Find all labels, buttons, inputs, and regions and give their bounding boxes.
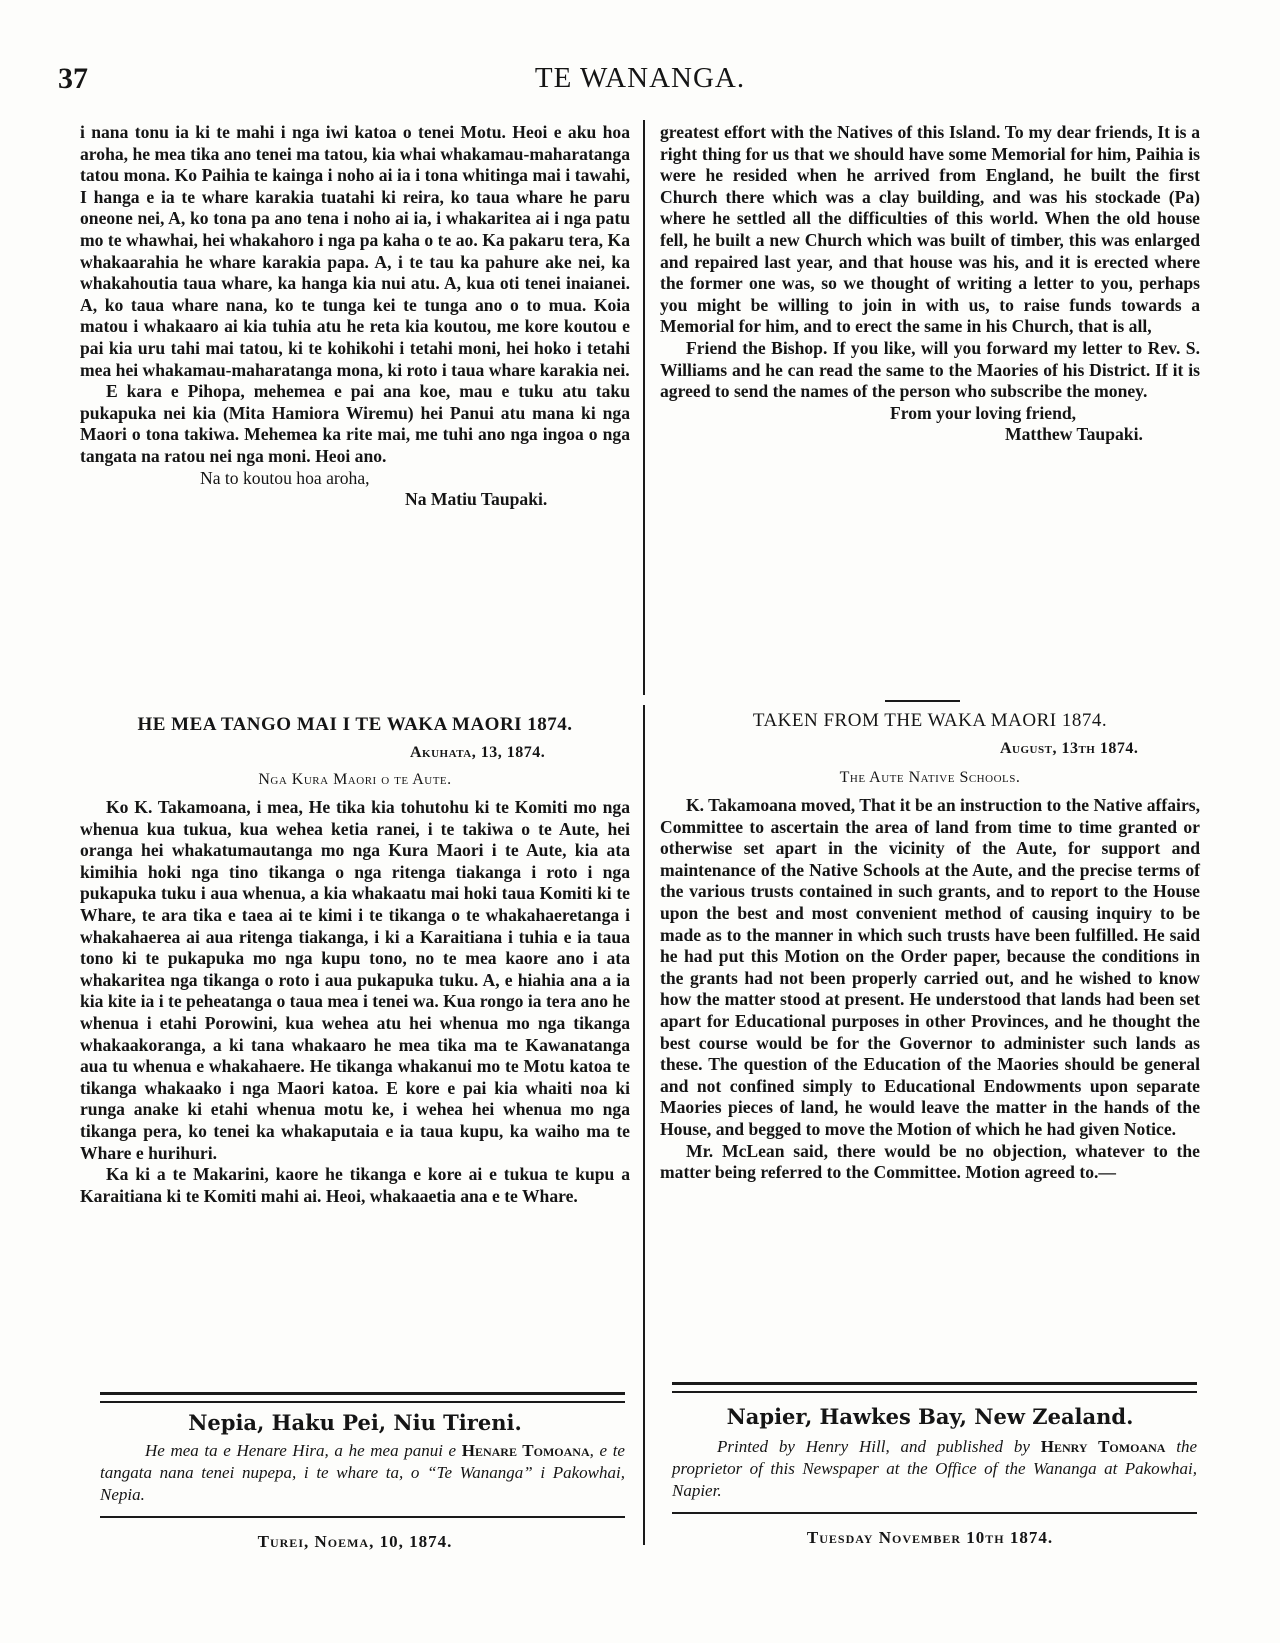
letter-closing: Na to koutou hoa aroha, bbox=[200, 467, 370, 488]
english-letter bbox=[660, 122, 1200, 446]
issue-date: Tuesday November 10th 1874. bbox=[806, 1528, 1054, 1547]
letter-signature: Matthew Taupaki. bbox=[1005, 424, 1143, 445]
footer-rule bbox=[100, 1401, 625, 1403]
letter-signature: Na Matiu Taupaki. bbox=[405, 489, 548, 510]
newspaper-title: TE WANANGA. bbox=[534, 62, 746, 94]
maori-letter bbox=[80, 122, 630, 511]
page-number: 37 bbox=[58, 62, 88, 95]
article-paragraph: Ko K. Takamoana, i mea, He tika kia tohutohu ki te Komiti mo nga whenua kua tukua, kua wehea ketia ranei, i te takiwa o te Aute, hei oranga hei whakatumautanga mo nga Kura Maori i te Aute, kia ata kimihia hoki nga tino tikanga o nga ritenga tiakanga i roto i nga pukapuka tuku i aua whenua, a kia whakaatu mai hoki taua Komiti ki te Whare, te ara tika e taea ai te kimi i te tikanga o te whakahaeretanga i whakahaerea ai aua ritenga tiakanga, i ki a Karaitiana i tuhia e ia taua tono ki te pukapuka mo nga kupu tono, no te mea kaore ano i ata whakaritea nga tikanga o roto i aua pukapuka tuku. A, e hiahia ana a ia kia kite ia i te peheatanga o taua mea i tenei wa. Kua rongo ia tera ano he whenua i etahi Porowini, kua wehea atu hei whenua mo nga tikanga whakaakoranga, a ki tana whakaaro he mea tika ma te Kawanatanga aua tu whenua e whakahaere. He tikanga whakanui mo te Motu katoa te tikanga whakaako i nga Maori katoa. E kore e pai kia whaiti noa ki runga anake ki etahi whenua motu ke, i wehea hei whenua mo nga tikanga pera, ko tenei ka whakaputaia e ia taua kupu, ka waiho ma te Whare e hurihuri. bbox=[80, 797, 630, 1163]
imprint-text bbox=[100, 1440, 625, 1506]
maori-section-date: Akuhata, 13, 1874. bbox=[410, 744, 546, 761]
letter-paragraph: E kara e Pihopa, mehemea e pai ana koe, mau e tuku atu taku pukapuka nei kia (Mita Hamiora Wiremu) hei Panui atu mana ki nga Maori o tona takiwa. Mehemea ka rite mai, me tuhi ano nga ingoa o nga tangata na ratou nei nga moni. Heoi ano. bbox=[80, 381, 630, 466]
footer-rule bbox=[672, 1382, 1197, 1385]
maori-section-subheading: Nga Kura Maori o te Aute. bbox=[258, 771, 452, 788]
maori-section-body bbox=[80, 797, 630, 1207]
letter-paragraph: greatest effort with the Natives of this Island. To my dear friends, It is a right thing for us that we should have some Memorial for him, Paihia is were he resided when he arrived from England, he built the first Church there which was a clay building, and was his stockade (Pa) where he settled all the difficulties of this world. When the old house fell, he built a new Church which was built of timber, this was enlarged and repaired last year, and that house was his, and it is erected where the former one was, so we thought of writing a letter to you, perhaps you might be willing to join in with us, to raise funds towards a Memorial for him, and to erect the same in his Church, that is all, bbox=[660, 122, 1200, 337]
article-paragraph: K. Takamoana moved, That it be an instruction to the Native affairs, Committee to ascertain the area of land from time to time granted or otherwise set apart in the vicinity of the Aute, for support and maintenance of the Native Schools at the Aute, and the precise terms of the various trusts contained in such grants, and to report to the House upon the best and most convenient method of causing inquiry to be made as to the manner in which such trusts have been fulfilled. He said he had put this Motion on the Order paper, because the conditions in the grants had not been properly carried out, and he wished to know how the matter stood at present. He understood that lands had been set apart for Educational purposes in other Provinces, and he thought the best course would be for the Governor to administer such lands as these. The question of the Education of the Maories should be general and not confined simply to Educational Endowments upon separate Maories pieces of land, he would leave the matter in the hands of the House, and begged to move the Motion of which he had given Notice. bbox=[660, 795, 1200, 1139]
maori-section-heading: HE MEA TANGO MAI I TE WAKA MAORI 1874. bbox=[137, 714, 573, 735]
english-section-subheading: The Aute Native Schools. bbox=[839, 769, 1021, 786]
column-divider-bottom bbox=[643, 705, 645, 1545]
issue-date: Turei, Noema, 10, 1874. bbox=[257, 1532, 453, 1551]
footer-rule bbox=[100, 1392, 625, 1395]
english-section-heading: TAKEN FROM THE WAKA MAORI 1874. bbox=[752, 710, 1108, 731]
footer-rule bbox=[672, 1391, 1197, 1393]
column-divider-top bbox=[643, 120, 645, 695]
english-section-date: August, 13th 1874. bbox=[1000, 740, 1139, 757]
imprint-publisher: Henry Tomoana bbox=[1040, 1437, 1166, 1456]
imprint-place: Nepia, Haku Pei, Niu Tireni. bbox=[188, 1410, 522, 1435]
footer-rule bbox=[672, 1512, 1197, 1514]
imprint-text-a: He mea ta e Henare Hira, a he mea panui e bbox=[145, 1441, 457, 1460]
article-paragraph: Mr. McLean said, there would be no objection, whatever to the matter being referred to the Committee. Motion agreed to.— bbox=[660, 1140, 1200, 1183]
section-rule bbox=[885, 700, 960, 702]
imprint-text-a: Printed by Henry Hill, and published by bbox=[717, 1437, 1030, 1456]
letter-paragraph: Friend the Bishop. If you like, will you forward my letter to Rev. S. Williams and he can read the same to the Maories of his District. If it is agreed to send the names of the person who subscribe the money. bbox=[660, 337, 1200, 402]
article-paragraph: Ka ki a te Makarini, kaore he tikanga e kore ai e tukua te kupu a Karaitiana ki te Komiti mahi ai. Heoi, whakaaetia ana e te Whare. bbox=[80, 1164, 630, 1206]
imprint-text-b: the proprietor of this Newspaper at the Office of the Wananga at Pakowhai, Napier. bbox=[672, 1437, 1198, 1500]
english-section-body bbox=[660, 795, 1200, 1184]
footer-rule bbox=[100, 1516, 625, 1518]
imprint-text bbox=[672, 1436, 1197, 1502]
imprint-text-b: , e te tangata nana tenei nupepa, i te whare ta, o “Te Wananga” i Pakowhai, Nepia. bbox=[100, 1441, 625, 1504]
letter-closing: From your loving friend, bbox=[890, 402, 1077, 423]
letter-paragraph: i nana tonu ia ki te mahi i nga iwi katoa o tenei Motu. Heoi e aku hoa aroha, he mea tika ano tenei ma tatou, kia whai whakamau-maharatanga tatou mona. Ko Paihia te kainga i noho ai ia i tona whitinga mai i tawahi, I hanga e ia te whare karakia tuatahi ki reira, ko taua whare he paru oneone nei, A, ko tona pa ano tena i noho ai ia, i whakaritea ai i nga patu mo te whawhai, hei whakahoro i nga pa kaha o te ao. Ka pakaru tera, Ka whakaarahia he whare karakia papa. A, i te tau ka pahure ake nei, ka whakahoutia taua whare, ka hanga kia nui atu. A, kua oti tenei inaianei. A, ko taua whare nana, ko te tunga kei te tunga ano o to mua. Koia matou i whakaaro ai kia tuhia atu he reta kia koutou, me kore koutou e pai kia uru tahi mai tatou, ki te kohikohi i tetahi moni, hei hoko i tetahi mea hei whakamau-maharatanga mona, ki roto i taua whare karakia nei. bbox=[80, 122, 630, 380]
imprint-place: Napier, Hawkes Bay, New Zealand. bbox=[726, 1404, 1134, 1429]
imprint-publisher: Henare Tomoana bbox=[461, 1441, 590, 1460]
